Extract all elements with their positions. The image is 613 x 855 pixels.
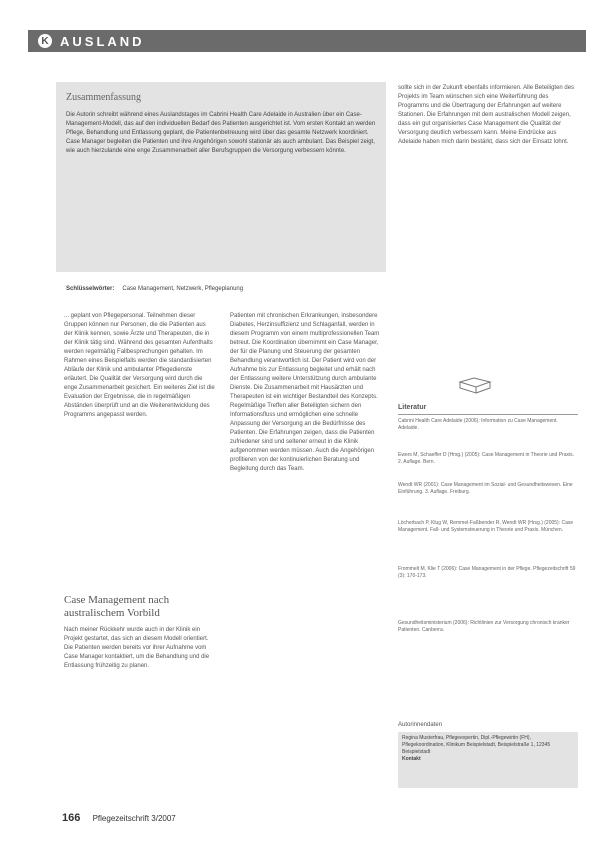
literature-entry: Löcherbach P, Klug W, Remmel-Faßbender R, Wendt WR (Hrsg.) (2005): Case Management. Fall- und Systemsteuerung in Theorie und Praxis. München.: [398, 520, 574, 533]
page-number: 166: [62, 812, 81, 824]
literature-entry: Cabrini Health Care Adelaide (2006): Information zu Case Management. Adelaide.: [398, 418, 558, 431]
author-contact-label: Kontakt: [402, 756, 421, 762]
author-title: Autorinnendaten: [398, 722, 443, 728]
literature-title: Literatur: [398, 404, 427, 411]
section-logo-icon: K: [38, 34, 52, 48]
author-box: [398, 732, 578, 788]
page-footer: [62, 812, 176, 824]
section-subheading: Case Management nach australischem Vorbild: [64, 594, 170, 619]
literature-entry: Gesundheitsministerium (2006): Richtlinien zur Versorgung chronisch kranker Patienten. Canberra.: [398, 620, 570, 633]
author-text: Regina Musterfrau, Pflegeexpertin, Dipl.-Pflegewirtin (FH), Pflegekoordination, Klinikum Beispielstadt, Beispielstraße 1, 12345 Beispielstadt: [402, 735, 551, 755]
middle-column-text: Patienten mit chronischen Erkrankungen, insbesondere Diabetes, Herzinsuffizienz und Schlaganfall, werden in diesem Programm von einem multiprofessionellen Team betreut. Die Koordination übernimmt ein Case Manager, der für die Planung und Steuerung der gesamten Behandlung verantwortlich ist. Der Patient wird von der Aufnahme bis zur Entlassung begleitet und erhält nach der Entlassung weitere Unterstützung durch ambulante Dienste. Die Zusammenarbeit mit Hausärzten und Therapeuten ist ein wichtiger Bestandteil des Konzepts. Regelmäßige Treffen aller Beteiligten sichern den Informationsfluss und ermöglichen eine schnelle Anpassung der Versorgung an die Bedürfnisse des Patienten. Die Erfahrungen zeigen, dass die Patienten zufriedener sind und seltener erneut in die Klinik aufgenommen werden müssen. Auch die Angehörigen profitieren von der kontinuierlichen Beratung und Begleitung durch das Team.: [230, 313, 380, 472]
keywords-label: Schlüsselwörter:: [66, 286, 115, 292]
right-column-text: sollte sich in der Zukunft ebenfalls informieren. Alle Beteiligten des Projekts im Team wünschen sich eine Weiterführung des Programms und die Übertragung der Erfahrungen auf weitere Stationen. Die Erfahrungen mit dem australischen Modell zeigen, dass ein gut organisiertes Case Management die Qualität der Versorgung deutlich verbessern kann. Meine Eindrücke aus Adelaide haben mich darin bestärkt, dass sich der Einsatz lohnt.: [398, 85, 575, 145]
literature-entry: Wendt WR (2001): Case Management im Sozial- und Gesundheitswesen. Eine Einführung. 3. Auflage. Freiburg.: [398, 482, 573, 495]
book-icon: [458, 376, 492, 398]
literature-entry: Ewers M, Schaeffer D (Hrsg.) (2005): Case Management in Theorie und Praxis. 2. Auflage. Bern.: [398, 452, 575, 465]
section-title: AUSLAND: [60, 33, 145, 49]
left-column-text: ... geplant von Pflegepersonal. Teilnehmen dieser Gruppen können nur Personen, die die Patienten aus der Klinik kennen, sowie Ärzte und Therapeuten, die in der Klinik tätig sind. Während des gesamten Aufenthalts werden regelmäßig Fallbesprechungen gehalten. Im Rahmen eines Beispielfalls werden die standardisierten Abläufe der Klinik und ambulanter Pflegedienste erläutert. Die Qualität der Versorgung wird durch die enge Zusammenarbeit gesichert. Ein weiteres Ziel ist die Evaluation der Ergebnisse, die in regelmäßigen Abständen überprüft und an die Weiterentwicklung des Programms angepasst werden.: [64, 313, 215, 418]
keywords: [66, 286, 243, 292]
literature-divider: [398, 414, 578, 415]
section-header: [28, 30, 586, 52]
summary-title: Zusammenfassung: [66, 92, 141, 103]
summary-text: Die Autorin schreibt während eines Auslandstages im Cabrini Health Care Adelaide in Australien über ein Case-Management-Modell, das auf den individuellen Bedarf des Patienten ausgerichtet ist. Vom ersten Kontakt an werden Pflege, Behandlung und Entlassung geplant, die Patientenbetreuung wird über das gesamte Netzwerk koordiniert. Case Manager begleiten die Patienten und ihre Angehörigen sowohl stationär als auch ambulant. Das Beispiel zeigt, wie auch hierzulande eine enge Zusammenarbeit aller Berufsgruppen die Versorgung verbessern könnte.: [66, 112, 376, 154]
literature-entry: Frommelt M, Klie T (2006): Case Management in der Pflege. Pflegezeitschrift 59 (3): 170-173.: [398, 566, 576, 579]
summary-box: [56, 82, 386, 272]
left-column-text-continued: Nach meiner Rückkehr wurde auch in der Klinik ein Projekt gestartet, das sich an diesem Modell orientiert. Die Patienten werden bereits vor ihrer Aufnahme vom Case Manager kontaktiert, um die Behandlung und die Entlassung frühzeitig zu planen.: [64, 627, 210, 669]
journal-name: Pflegezeitschrift 3/2007: [92, 814, 176, 823]
keywords-value: Case Management, Netzwerk, Pflegeplanung: [122, 286, 244, 292]
